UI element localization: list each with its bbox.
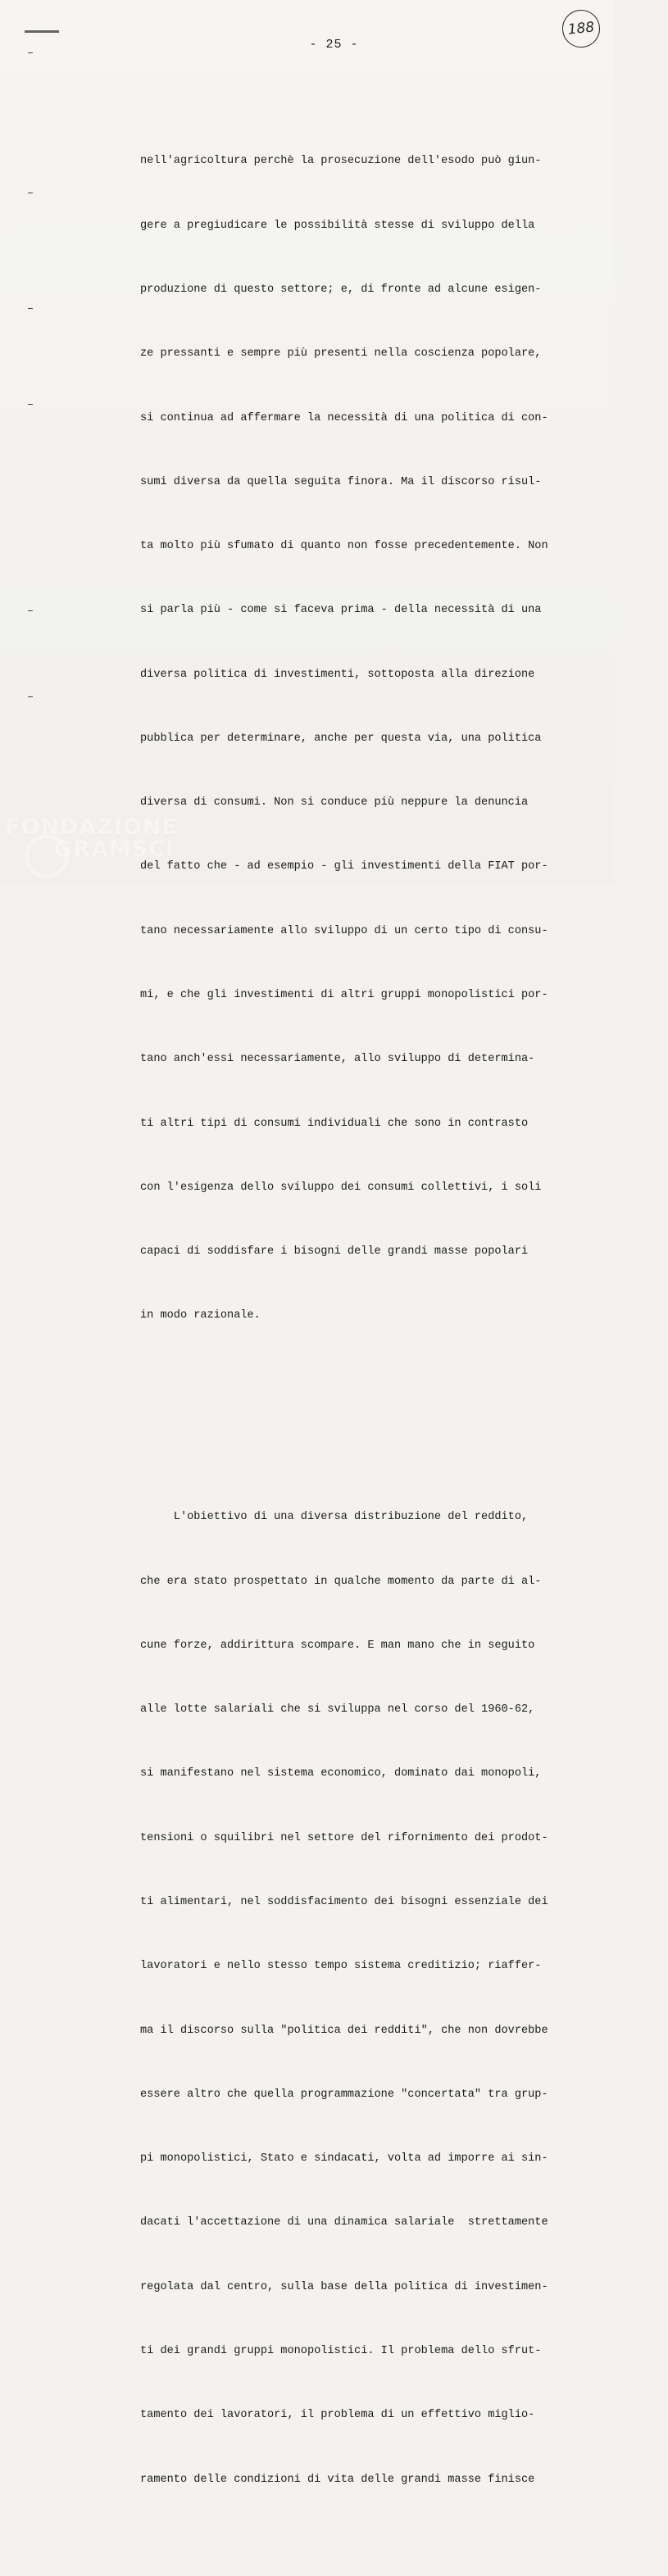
margin-tick — [28, 52, 33, 53]
text-line: ta molto più sfumato di quanto non fosse precedentemente. Non — [140, 540, 548, 553]
text-line: lavoratori e nello stesso tempo sistema creditizio; riaffer- — [140, 1960, 542, 1973]
margin-tick — [28, 308, 33, 309]
body-text — [140, 66, 583, 2576]
text-line: nell'agricoltura perchè la prosecuzione dell'esodo può giun- — [140, 155, 542, 168]
text-line: regolata dal centro, sulla base della politica di investimen- — [140, 2280, 548, 2293]
text-line: produzione di questo settore; e, di fronte ad alcune esigen- — [140, 283, 542, 296]
text-line: in modo razionale. — [140, 1309, 261, 1322]
text-line: mi, e che gli investimenti di altri gruppi monopolistici por- — [140, 989, 548, 1002]
text-line: del fatto che - ad esempio - gli investimenti della FIAT por- — [140, 860, 548, 873]
watermark — [5, 816, 178, 860]
text-line: pi monopolistici, Stato e sindacati, volta ad imporre ai sin- — [140, 2152, 548, 2166]
text-line: capaci di soddisfare i bisogni delle grandi masse popolari — [140, 1245, 529, 1259]
text-line: essere altro che quella programmazione "concertata" tra grup- — [140, 2088, 548, 2101]
text-line: diversa politica di investimenti, sottoposta alla direzione — [140, 668, 535, 681]
scan-mark — [25, 30, 59, 33]
text-line: tamento dei lavoratori, il problema di un effettivo miglio- — [140, 2409, 535, 2422]
text-line: ti altri tipi di consumi individuali che sono in contrasto — [140, 1117, 529, 1130]
text-line: cune forze, addirittura scompare. E man mano che in seguito — [140, 1639, 535, 1652]
margin-tick — [28, 404, 33, 405]
text-line: ti alimentari, nel soddisfacimento dei bisogni essenziale dei — [140, 1895, 548, 1908]
text-line: diversa di consumi. Non si conduce più neppure la denuncia — [140, 796, 529, 810]
text-line: tano necessariamente allo sviluppo di un certo tipo di consu- — [140, 924, 548, 937]
text-line: L'obiettivo di una diversa distribuzione del reddito, — [140, 1511, 529, 1524]
text-line: si parla più - come si faceva prima - della necessità di una — [140, 604, 542, 617]
text-line: ramento delle condizioni di vita delle grandi masse finisce — [140, 2473, 535, 2486]
text-line: che era stato prospettato in qualche momento da parte di al- — [140, 1575, 542, 1588]
text-line: alle lotte salariali che si sviluppa nel corso del 1960-62, — [140, 1703, 535, 1717]
text-line: gere a pregiudicare le possibilità stesse di sviluppo della — [140, 219, 535, 232]
text-line: ze pressanti e sempre più presenti nella coscienza popolare, — [140, 347, 542, 361]
paragraph-gap — [140, 1413, 583, 1422]
archive-stamp: 188 — [561, 8, 602, 50]
text-line: con l'esigenza dello sviluppo dei consumi collettivi, i soli — [140, 1181, 542, 1194]
margin-tick — [28, 696, 33, 697]
watermark-line-2: GRAMSCI — [54, 837, 175, 862]
text-line: si continua ad affermare la necessità di una politica di con- — [140, 411, 548, 424]
paragraph-1 — [140, 108, 583, 1370]
text-line: ti dei grandi gruppi monopolistici. Il problema dello sfrut- — [140, 2344, 542, 2357]
text-line: pubblica per determinare, anche per questa via, una politica — [140, 732, 542, 745]
text-line: ma il discorso sulla "politica dei redditi", che non dovrebbe — [140, 2024, 548, 2037]
text-line: dacati l'accettazione di una dinamica salariale strettamente — [140, 2216, 548, 2229]
paragraph-2 — [140, 1464, 583, 2533]
text-line: tano anch'essi necessariamente, allo sviluppo di determina- — [140, 1053, 535, 1066]
watermark-line-1: FONDAZIONE — [5, 814, 178, 840]
text-line: tensioni o squilibri nel settore del rifornimento dei prodot- — [140, 1831, 548, 1844]
text-line: sumi diversa da quella seguita finora. Ma il discorso risul- — [140, 475, 542, 488]
page-number: - 25 - — [309, 38, 359, 52]
text-line: si manifestano nel sistema economico, dominato dai monopoli, — [140, 1767, 542, 1780]
margin-tick — [28, 610, 33, 611]
